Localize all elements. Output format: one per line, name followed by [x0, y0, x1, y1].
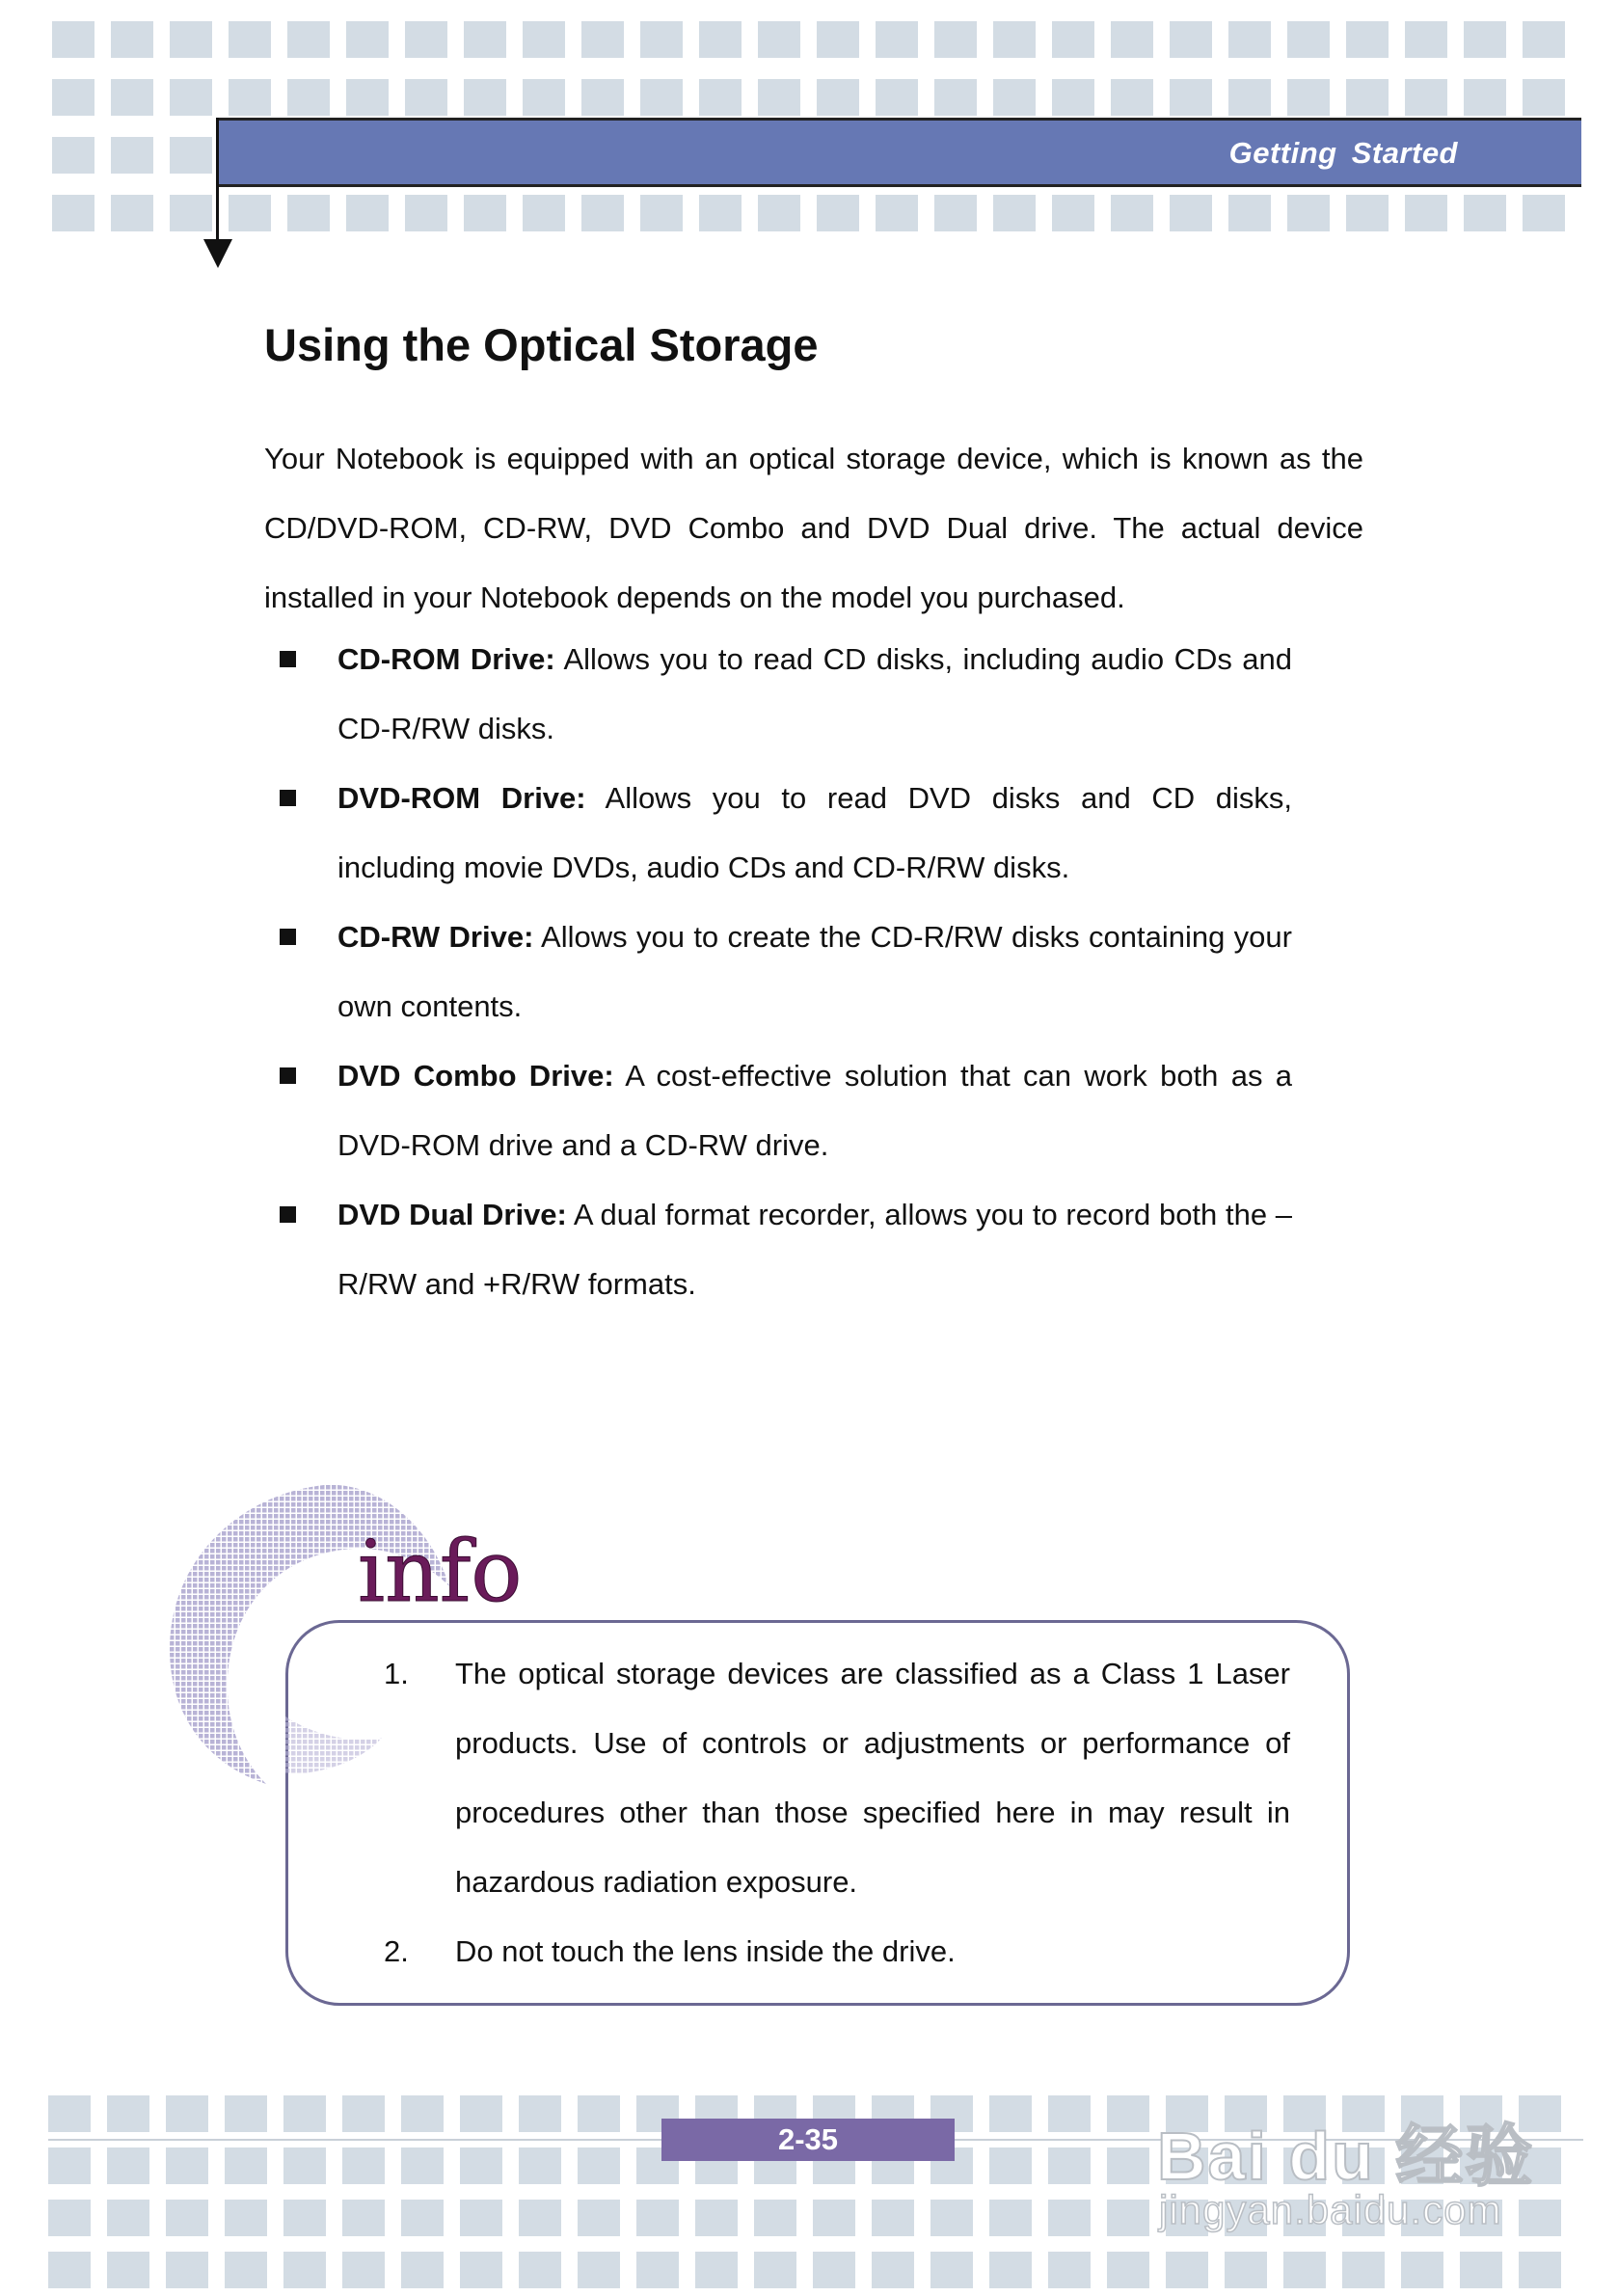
section-title: Getting Started [1228, 136, 1458, 170]
grid-square [1052, 21, 1094, 58]
grid-square [166, 2147, 208, 2184]
grid-square [283, 2095, 326, 2132]
drive-description: Allows you to read DVD disks and CD disks, including movie DVDs, audio CDs and CD-R/RW disks. [337, 781, 1292, 884]
grid-square [464, 21, 506, 58]
square-bullet-icon [280, 790, 296, 806]
grid-square [519, 2200, 561, 2236]
list-item [264, 1180, 1292, 1319]
info-text: The optical storage devices are classified as a Class 1 Laser products. Use of controls or adjustments or performance of procedures other than those specified here in may result in hazardous radiation exposure. [455, 1657, 1290, 1899]
grid-square [1287, 195, 1330, 231]
header-band [218, 118, 1581, 187]
grid-square [111, 195, 153, 231]
grid-square [1523, 21, 1565, 58]
grid-square [817, 195, 859, 231]
grid-square [170, 21, 212, 58]
grid-square [1111, 195, 1153, 231]
grid-square [876, 79, 918, 116]
grid-square [578, 2147, 620, 2184]
grid-square [876, 195, 918, 231]
grid-square [1405, 195, 1447, 231]
grid-square [283, 2252, 326, 2288]
grid-square [523, 79, 565, 116]
grid-square [1107, 2095, 1149, 2132]
info-list [378, 1639, 1290, 1986]
grid-square [1464, 79, 1506, 116]
grid-square [1401, 2252, 1443, 2288]
grid-square [578, 2252, 620, 2288]
grid-square [111, 21, 153, 58]
grid-square [581, 21, 624, 58]
grid-square [229, 195, 271, 231]
grid-square [1228, 79, 1271, 116]
grid-square [699, 79, 742, 116]
grid-square [699, 21, 742, 58]
grid-square [1111, 21, 1153, 58]
grid-square [581, 195, 624, 231]
grid-square [1048, 2252, 1091, 2288]
list-item [378, 1917, 1290, 1986]
grid-square [170, 79, 212, 116]
grid-square [872, 2252, 914, 2288]
drive-term: CD-ROM Drive: [337, 642, 555, 676]
grid-square [346, 195, 389, 231]
grid-square [519, 2147, 561, 2184]
grid-square [817, 79, 859, 116]
grid-square [48, 2200, 91, 2236]
list-item [264, 903, 1292, 1041]
page-title: Using the Optical Storage [264, 319, 819, 370]
grid-square [989, 2252, 1032, 2288]
grid-square [107, 2200, 149, 2236]
grid-square [342, 2252, 385, 2288]
drive-term: CD-RW Drive: [337, 920, 534, 954]
grid-square [107, 2147, 149, 2184]
grid-square [225, 2200, 267, 2236]
grid-square [1523, 195, 1565, 231]
grid-square [636, 2252, 679, 2288]
info-label: info [358, 1522, 523, 1621]
intro-paragraph: Your Notebook is equipped with an optical storage device, which is known as the CD/DVD-ROM, CD-RW, DVD Combo and DVD Dual drive. The actual device installed in your Notebook depends on the model you purchased. [264, 442, 1363, 614]
grid-square [1228, 195, 1271, 231]
square-bullet-icon [280, 1067, 296, 1084]
grid-square [1346, 195, 1389, 231]
grid-square [52, 137, 94, 174]
grid-square [107, 2252, 149, 2288]
grid-square [283, 2147, 326, 2184]
grid-square [170, 195, 212, 231]
grid-square [758, 79, 800, 116]
grid-square [460, 2147, 502, 2184]
grid-square [1111, 79, 1153, 116]
grid-square [460, 2252, 502, 2288]
grid-square [1166, 2252, 1208, 2288]
grid-square [464, 195, 506, 231]
watermark-url: jingyan.baidu.com [1159, 2187, 1502, 2232]
grid-square [401, 2147, 444, 2184]
drive-description: A dual format recorder, allows you to record both the –R/RW and +R/RW formats. [337, 1198, 1292, 1301]
grid-square [401, 2200, 444, 2236]
grid-square [1405, 21, 1447, 58]
grid-square [287, 195, 330, 231]
grid-square [346, 21, 389, 58]
grid-square [225, 2095, 267, 2132]
grid-square [581, 79, 624, 116]
grid-square [287, 79, 330, 116]
grid-square [876, 21, 918, 58]
grid-square [1346, 79, 1389, 116]
grid-square [1048, 2095, 1091, 2132]
grid-square [578, 2200, 620, 2236]
grid-square [1523, 79, 1565, 116]
grid-square [930, 2200, 973, 2236]
grid-square [1170, 21, 1212, 58]
grid-square [111, 79, 153, 116]
grid-square [699, 195, 742, 231]
grid-square [1052, 79, 1094, 116]
grid-square [460, 2200, 502, 2236]
drive-term: DVD-ROM Drive: [337, 781, 586, 815]
grid-square [52, 79, 94, 116]
grid-square [1342, 2252, 1385, 2288]
grid-square [519, 2095, 561, 2132]
grid-square [166, 2252, 208, 2288]
grid-square [1287, 21, 1330, 58]
drive-description: Allows you to read CD disks, including audio CDs and CD-R/RW disks. [337, 642, 1293, 745]
grid-square [636, 2200, 679, 2236]
grid-square [640, 79, 683, 116]
grid-square [989, 2147, 1032, 2184]
down-arrow-icon [203, 239, 232, 268]
list-item [264, 764, 1292, 903]
grid-square [813, 2252, 855, 2288]
square-bullet-icon [280, 1206, 296, 1223]
grid-square [1346, 21, 1389, 58]
grid-square [1170, 79, 1212, 116]
grid-square [519, 2252, 561, 2288]
grid-square [754, 2200, 796, 2236]
grid-square [640, 21, 683, 58]
grid-square [523, 195, 565, 231]
grid-square [754, 2252, 796, 2288]
square-bullet-icon [280, 929, 296, 945]
grid-square [1519, 2200, 1561, 2236]
grid-square [1464, 195, 1506, 231]
grid-square [989, 2200, 1032, 2236]
drive-description: Allows you to create the CD-R/RW disks containing your own contents. [337, 920, 1292, 1023]
grid-square [111, 137, 153, 174]
grid-square [342, 2200, 385, 2236]
list-item [264, 1041, 1292, 1180]
grid-square [287, 21, 330, 58]
grid-square [1225, 2252, 1267, 2288]
grid-square [523, 21, 565, 58]
grid-square [405, 195, 447, 231]
grid-square [695, 2200, 738, 2236]
grid-square [107, 2095, 149, 2132]
grid-square [872, 2200, 914, 2236]
grid-square [401, 2095, 444, 2132]
grid-square [1405, 79, 1447, 116]
list-item [264, 625, 1292, 764]
grid-square [225, 2147, 267, 2184]
grid-square [405, 21, 447, 58]
grid-square [1228, 21, 1271, 58]
page-number: 2-35 [661, 2119, 955, 2161]
grid-square [934, 79, 977, 116]
grid-square [48, 2095, 91, 2132]
grid-square [170, 137, 212, 174]
grid-square [1287, 79, 1330, 116]
drive-description: A cost-effective solution that can work both as a DVD-ROM drive and a CD-RW drive. [337, 1059, 1292, 1162]
grid-square [758, 21, 800, 58]
grid-square [229, 79, 271, 116]
grid-square [1052, 195, 1094, 231]
grid-square [52, 195, 94, 231]
grid-square [695, 2252, 738, 2288]
grid-square [1107, 2252, 1149, 2288]
grid-square [52, 21, 94, 58]
grid-square [640, 195, 683, 231]
grid-square [1460, 2252, 1502, 2288]
grid-square [166, 2095, 208, 2132]
grid-square [1464, 21, 1506, 58]
grid-square [401, 2252, 444, 2288]
info-text: Do not touch the lens inside the drive. [455, 1934, 956, 1968]
grid-square [758, 195, 800, 231]
grid-square [460, 2095, 502, 2132]
grid-square [1107, 2147, 1149, 2184]
watermark-logo: Bai du 经验 [1157, 2119, 1535, 2194]
grid-square [993, 195, 1036, 231]
grid-square [346, 79, 389, 116]
grid-square [1107, 2200, 1149, 2236]
grid-square [1283, 2252, 1326, 2288]
grid-square [48, 2147, 91, 2184]
drive-list [264, 625, 1292, 1319]
grid-square [817, 21, 859, 58]
grid-square [283, 2200, 326, 2236]
grid-square [1048, 2200, 1091, 2236]
item-number: 2. [384, 1934, 409, 1968]
grid-square [229, 21, 271, 58]
grid-square [1519, 2252, 1561, 2288]
header-vertical-line [216, 118, 219, 243]
grid-square [464, 79, 506, 116]
grid-square [930, 2252, 973, 2288]
list-item [378, 1639, 1290, 1917]
item-number: 1. [384, 1657, 409, 1690]
grid-square [813, 2200, 855, 2236]
square-bullet-icon [280, 651, 296, 667]
grid-square [342, 2095, 385, 2132]
grid-square [342, 2147, 385, 2184]
grid-square [993, 79, 1036, 116]
grid-square [166, 2200, 208, 2236]
grid-square [48, 2252, 91, 2288]
grid-square [225, 2252, 267, 2288]
grid-square [1170, 195, 1212, 231]
grid-square [993, 21, 1036, 58]
grid-square [934, 195, 977, 231]
grid-square [1048, 2147, 1091, 2184]
grid-square [989, 2095, 1032, 2132]
grid-square [405, 79, 447, 116]
grid-square [934, 21, 977, 58]
grid-square [578, 2095, 620, 2132]
drive-term: DVD Dual Drive: [337, 1198, 567, 1231]
drive-term: DVD Combo Drive: [337, 1059, 614, 1093]
